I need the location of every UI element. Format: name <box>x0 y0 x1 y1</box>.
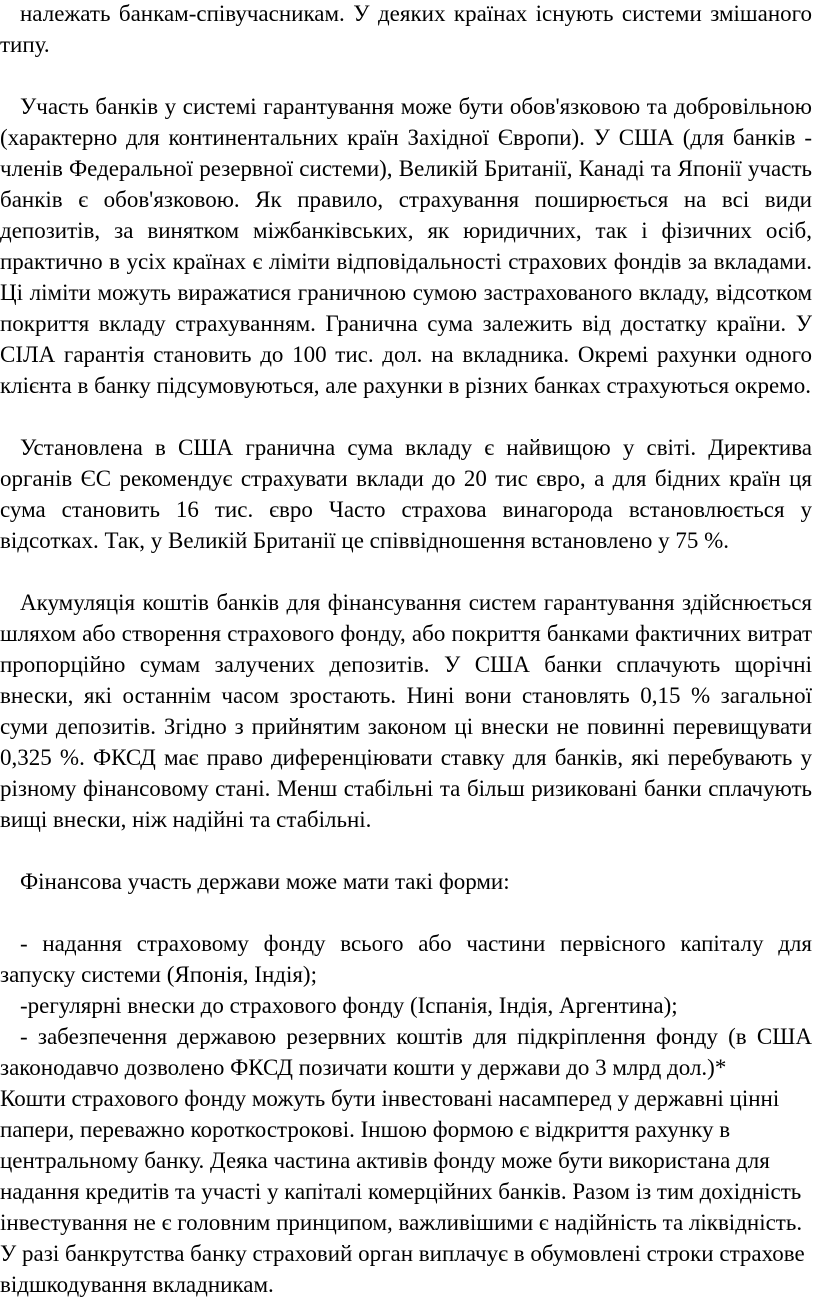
paragraph-1: належать банкам-співучасникам. У деяких країнах існують системи змішаного типу. <box>0 1 812 57</box>
paragraph-4: Акумуляція коштів банків для фінансування систем гарантування здійснюється шляхом або створення страхового фонду, або покриття банками фактичних витрат пропорційно сумам залучених депозитів. У США банки сплачують щорічні внески, які останнім часом зростають. Нині вони становлять 0,15 % загальної суми депозитів. Згідно з прийнятим законом ці внески не повинні перевищувати 0,325 %. ФКСД має право диференціювати ставку для банків, які перебувають у різному фінансовому стані. Менш стабільні та більш ризиковані банки сплачують вищі внески, ніж надійні та стабільні. <box>0 590 812 832</box>
list-item-2: -регулярні внески до страхового фонду (Іспанія, Індія, Аргентина); <box>20 993 678 1018</box>
paragraph-3: Установлена в США гранична сума вкладу є найвищою у світі. Директива органів ЄС рекомендує страхувати вклади до 20 тис євро, а для бідних країн ця сума становить 16 тис. євро Часто страхова винагорода встановлюється у відсотках. Так, у Великій Британії це співвідношення встановлено у 75 %. <box>0 435 812 553</box>
list-item-3: - забезпечення державою резервних коштів для підкріплення фонду (в США законодавчо дозволено ФКСД позичати кошти у держави до 3 млрд дол.)* <box>0 1024 812 1080</box>
closing-text: Кошти страхового фонду можуть бути інвестовані насамперед у державні цінні папери, переважно короткострокові. Іншою формою є відкриття рахунку в центральному банку. Деяка частина активів фонду може бути використана для надання кредитів та участі у капіталі комерційних банків. Разом із тим дохідність інвестування не є головним принципом, важливішими є надійність та ліквідність. У разі банкрутства банку страховий орган виплачує в обумовлені строки страхове відшкодування вкладникам. <box>0 1086 805 1297</box>
paragraph-5: Фінансова участь держави може мати такі форми: <box>20 869 510 894</box>
list-item-1: - надання страховому фонду всього або частини первісного капіталу для запуску системи (Японія, Індія); <box>0 931 812 987</box>
paragraph-2: Участь банків у системі гарантування може бути обов'язковою та добровільною (характерно для континентальних країн Західної Європи). У США (для банків - членів Федеральної резервної системи), Великій Британії, Канаді та Японії участь банків є обов'язковою. Як правило, страхування поширюється на всі види депозитів, за винятком міжбанківських, як юридичних, так і фізичних осіб, практично в усіх країнах є ліміти відповідальності страхових фондів за вкладами. Ці ліміти можуть виражатися граничною сумою застрахованого вкладу, відсотком покриття вкладу страхуванням. Гранична сума залежить від достатку країни. У СІЛА гарантія становить до 100 тис. дол. на вкладника. Окремі рахунки одного клієнта в банку підсумовуються, але рахунки в різних банках страхуються окремо. <box>0 94 812 398</box>
